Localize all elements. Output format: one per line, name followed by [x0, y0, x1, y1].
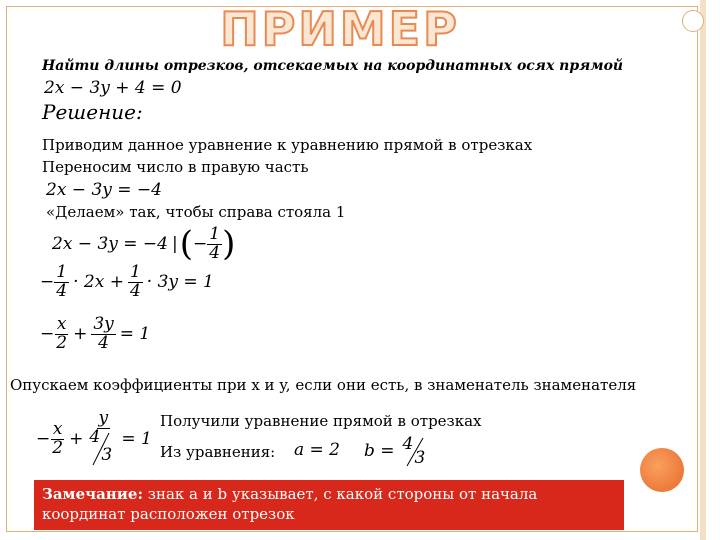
step1-text: Приводим данное уравнение к уравнению прямой в отрезках [42, 136, 533, 154]
eq6-end: = 1 [121, 429, 152, 450]
eq5-plus: + [73, 324, 88, 345]
slide-title: ПРИМЕР [220, 2, 460, 56]
decor-circle-bottom [640, 448, 684, 492]
eq4-middle: · 2x + [73, 272, 124, 293]
eq4-f1-num: 1 [56, 262, 68, 282]
b-label: b = [364, 441, 395, 461]
eq5-fraction-2 [91, 316, 115, 353]
eq5-f1-den: 2 [56, 332, 68, 353]
b-fraction [399, 434, 429, 468]
given-equation: 2x − 3y + 4 = 0 [44, 78, 182, 98]
eq5-f2-den: 4 [98, 332, 109, 353]
from-equation-label: Из уравнения: [160, 443, 276, 461]
decor-circle-top [682, 10, 704, 32]
side-rail [700, 0, 706, 540]
eq4-f2-num: 1 [129, 262, 141, 282]
eq4-fraction-1 [54, 264, 69, 301]
eq4-fraction-2 [128, 264, 143, 301]
eq6-plus: + [69, 429, 84, 450]
result-text: Получили уравнение прямой в отрезках [160, 412, 482, 430]
b-den: 3 [414, 448, 426, 468]
equation-3-left: 2x − 3y = −4 [52, 234, 168, 254]
eq6-fraction-1 [50, 421, 65, 458]
step2-text: Переносим число в правую часть [42, 158, 309, 176]
eq5-end: = 1 [119, 324, 151, 345]
b-num: 4 [402, 434, 414, 454]
eq6-f2-den [87, 426, 119, 469]
eq6-f2-den-bottom: 3 [101, 444, 113, 465]
multiplier-fraction [207, 223, 222, 263]
equation-4 [40, 264, 214, 301]
eq4-f2-den: 4 [129, 280, 141, 301]
equation-2: 2x − 3y = −4 [46, 180, 162, 200]
eq5-minus: − [40, 324, 55, 345]
paren-close: ) [222, 224, 236, 264]
b-value [364, 434, 429, 468]
eq4-f1-den: 4 [56, 280, 68, 301]
minus-sign: − [193, 234, 208, 254]
eq6-f2-den-top: 4 [89, 426, 101, 447]
bar-sign: | [172, 234, 178, 254]
eq6-f1-den: 2 [52, 437, 64, 458]
eq5-fraction-1 [54, 316, 69, 353]
eq4-minus1: − [40, 272, 55, 293]
remark-box [34, 480, 624, 530]
equation-6 [36, 410, 152, 469]
multiplier-num: 1 [209, 223, 221, 244]
remark-label: Замечание: [42, 485, 143, 503]
eq6-minus: − [36, 429, 51, 450]
solution-label: Решение: [42, 100, 143, 124]
eq6-fraction-2 [87, 410, 119, 469]
step4-text: Опускаем коэффициенты при x и y, если они есть, в знаменатель знаменателя [10, 376, 637, 394]
a-value: a = 2 [294, 440, 341, 460]
multiplier-den: 4 [209, 242, 221, 263]
paren-open: ( [179, 224, 193, 264]
eq5-f2-num: 3y [93, 314, 114, 334]
task-text: Найти длины отрезков, отсекаемых на координатных осях прямой [42, 58, 624, 74]
eq6-f2-num: y [98, 408, 109, 428]
eq6-f1-num: x [52, 419, 63, 440]
eq4-end: · 3y = 1 [146, 272, 214, 293]
remark-text: знак a и b указывает, с какой стороны от начала координат расположен отрезок [42, 485, 538, 524]
step3-text: «Делаем» так, чтобы справа стояла 1 [46, 203, 346, 221]
equation-5 [40, 316, 150, 353]
eq5-f1-num: x [56, 314, 67, 334]
equation-3 [52, 224, 235, 264]
